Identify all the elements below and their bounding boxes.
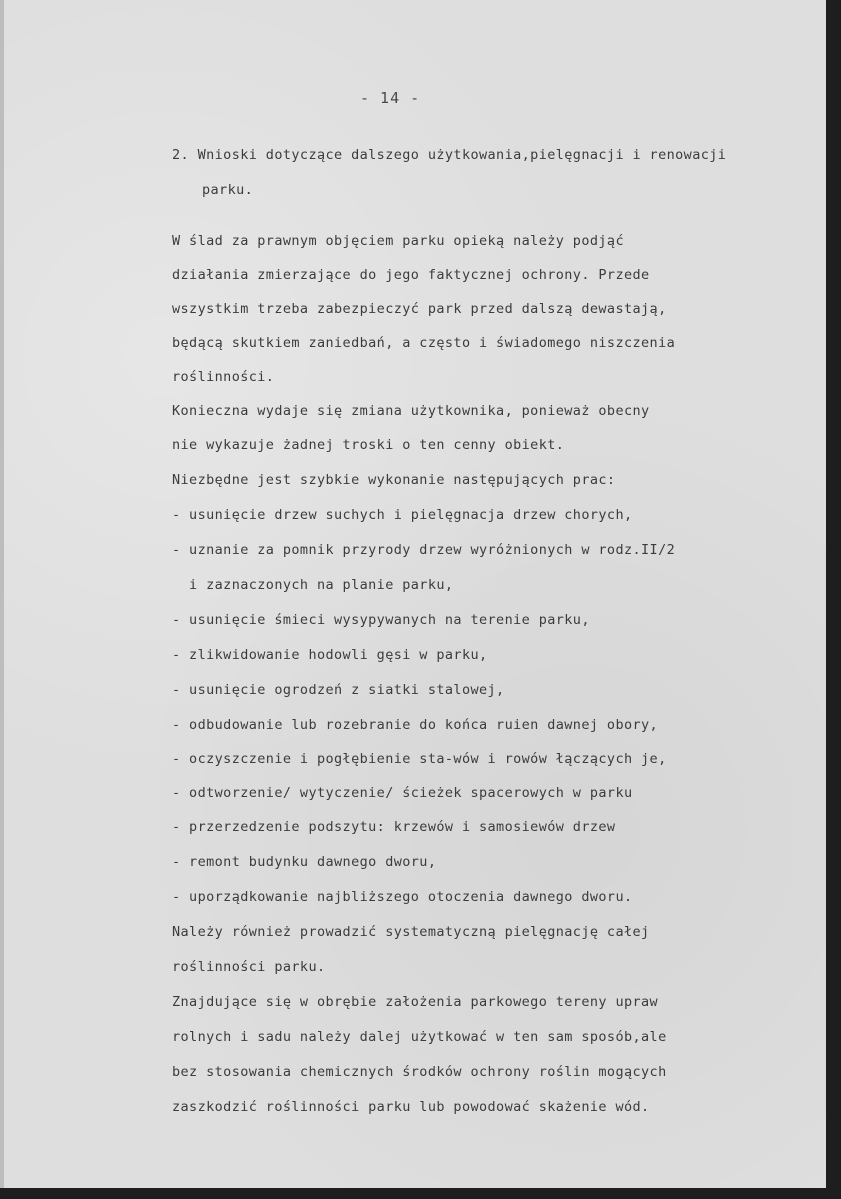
page-edge xyxy=(0,0,4,1188)
paragraph-4-line-1: Znajdujące się w obrębie założenia parkowego tereny upraw xyxy=(172,994,659,1010)
paragraph-3-line-1: Należy również prowadzić systematyczną pielęgnację całej xyxy=(172,924,650,940)
list-item: - uporządkowanie najbliższego otoczenia dawnego dworu. xyxy=(172,889,633,905)
list-item: - uznanie za pomnik przyrody drzew wyróżnionych w rodz.II/2 xyxy=(172,542,676,558)
list-item: - remont budynku dawnego dworu, xyxy=(172,854,437,870)
section-heading-line-2: parku. xyxy=(202,182,254,198)
page-number: - 14 - xyxy=(360,89,421,107)
list-intro: Niezbędne jest szybkie wykonanie następujących prac: xyxy=(172,472,616,488)
list-item: - usunięcie śmieci wysypywanych na terenie parku, xyxy=(172,612,590,628)
paragraph-4-line-3: bez stosowania chemicznych środków ochrony roślin mogących xyxy=(172,1064,667,1080)
paragraph-1-line-2: działania zmierzające do jego faktycznej ochrony. Przede xyxy=(172,267,650,283)
paragraph-2-line-1: Konieczna wydaje się zmiana użytkownika, ponieważ obecny xyxy=(172,403,650,419)
paragraph-1-line-3: wszystkim trzeba zabezpieczyć park przed dalszą dewastają, xyxy=(172,301,667,317)
list-item: - odtworzenie/ wytyczenie/ ścieżek spacerowych w parku xyxy=(172,785,633,801)
paragraph-1-line-5: roślinności. xyxy=(172,369,275,385)
list-item: i zaznaczonych na planie parku, xyxy=(172,577,454,593)
list-item: - usunięcie ogrodzeń z siatki stalowej, xyxy=(172,682,505,698)
list-item: - odbudowanie lub rozebranie do końca ruien dawnej obory, xyxy=(172,717,659,733)
list-item: - przerzedzenie podszytu: krzewów i samosiewów drzew xyxy=(172,819,616,835)
paragraph-2-line-2: nie wykazuje żadnej troski o ten cenny obiekt. xyxy=(172,437,565,453)
list-item: - oczyszczenie i pogłębienie sta-wów i rowów łączących je, xyxy=(172,751,667,767)
paragraph-1-line-1: W ślad za prawnym objęciem parku opieką należy podjąć xyxy=(172,233,624,249)
list-item: - zlikwidowanie hodowli gęsi w parku, xyxy=(172,647,488,663)
paragraph-4-line-2: rolnych i sadu należy dalej użytkować w ten sam sposób,ale xyxy=(172,1029,667,1045)
section-heading-line-1: 2. Wnioski dotyczące dalszego użytkowania,pielęgnacji i renowacji xyxy=(172,147,727,163)
paragraph-4-line-4: zaszkodzić roślinności parku lub powodować skażenie wód. xyxy=(172,1099,650,1115)
list-item: - usunięcie drzew suchych i pielęgnacja drzew chorych, xyxy=(172,507,633,523)
paragraph-1-line-4: będącą skutkiem zaniedbań, a często i świadomego niszczenia xyxy=(172,335,676,351)
paragraph-3-line-2: roślinności parku. xyxy=(172,959,326,975)
